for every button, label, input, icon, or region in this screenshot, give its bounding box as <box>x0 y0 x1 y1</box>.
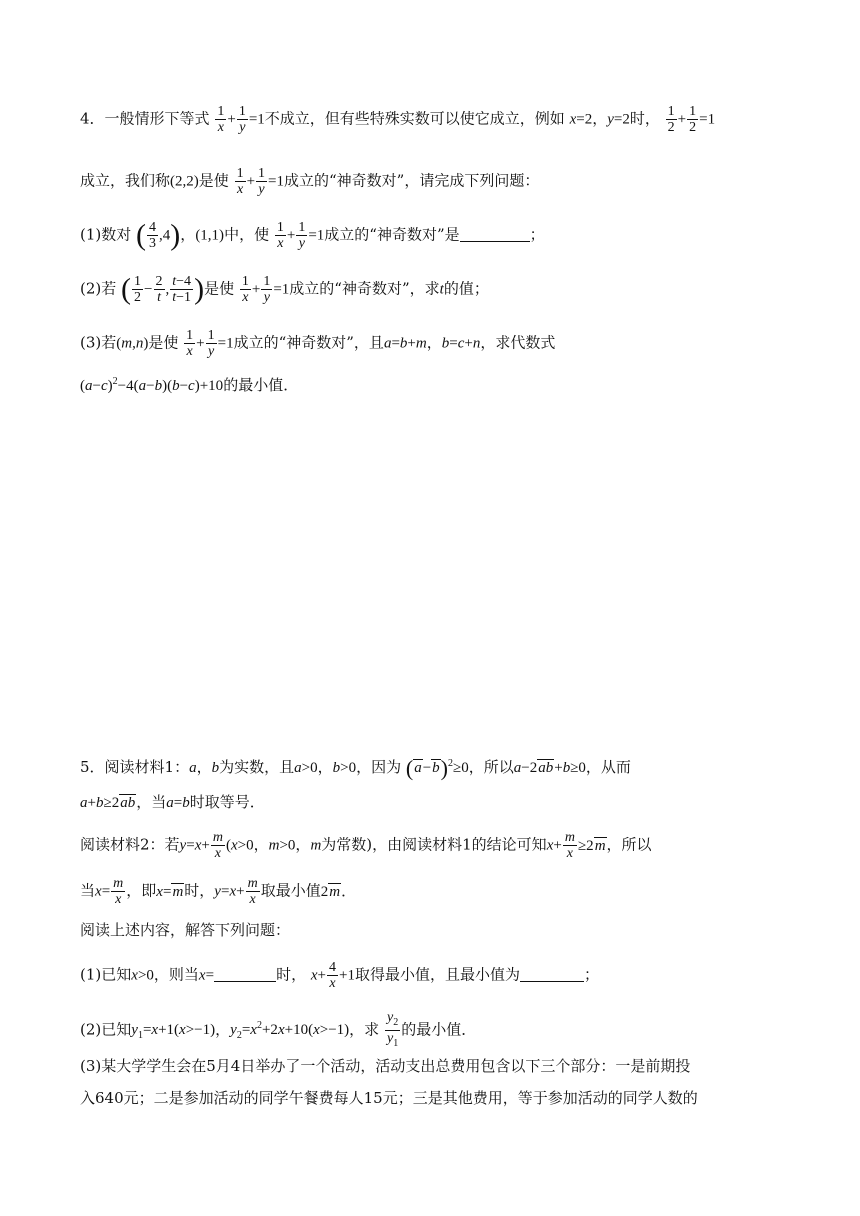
q5-number: 5． <box>80 758 105 776</box>
q4-answer-blank-1[interactable] <box>460 225 530 242</box>
q5-material-2-line-2: 当x= $\frac{m}{x}$ ，即x=m时，y=x+ $\frac{m}{x}$ 取最小值2m． <box>80 876 357 907</box>
q5-part-3-line-2: 入640元；二是参加活动的同学午餐费每人15元；三是其他费用，等于参加活动的同学人数的 <box>80 1089 698 1107</box>
q5-answer-blank-2[interactable] <box>520 965 584 982</box>
q4-intro-line-1: 4．一般情形下等式 $\frac{1}{x}$ + $\frac{1}{y}$ =1不成立，但有些特殊实数可以使它成立，例如 x=2，y=2时， $\frac{1}{2}$ + $\frac{1}{2}$ =1 <box>80 104 716 135</box>
q5-material-1-line-2: a+b≥2ab，当a=b时取等号． <box>80 793 265 811</box>
q4-part-3: (3)若(m,n)是使 $\frac{1}{x}$ + $\frac{1}{y}$ =1成立的“神奇数对”，且a=b+m，b=c+n，求代数式 <box>80 328 556 359</box>
q4-intro-line-2: 成立，我们称(2,2)是使 $\frac{1}{x}$ + $\frac{1}{y}$ =1成立的“神奇数对”，请完成下列问题： <box>80 166 540 197</box>
q5-material-2-line-1: 阅读材料2：若y=x+ $\frac{m}{x}$ (x>0，m>0，m为常数)，由阅读材料1的结论可知x+ $\frac{m}{x}$ ≥2m，所以 <box>80 830 652 861</box>
q4-number: 4． <box>80 109 105 128</box>
q4-part-2: (2)若 ( $\frac{1}{2}$ − $\frac{2}{t}$ , $\frac{t-4}{t-1}$ )是使 $\frac{1}{x}$ + $\frac{1}{y}$ =1成立的“神奇数对”，求t的值； <box>80 272 489 306</box>
q5-read-instruction: 阅读上述内容，解答下列问题： <box>80 921 291 939</box>
q4-part-3-expression: $(a-c)^2-4(a-b)(b-c)+10$的最小值． <box>80 376 299 394</box>
q5-material-1-line-1: 5．阅读材料1：a，b为实数，且a>0，b>0，因为 $(a-b)^2\ge 0$，所以a−2ab+b≥0，从而 <box>80 755 631 781</box>
q5-answer-blank-1[interactable] <box>214 965 276 982</box>
q5-part-3-line-1: (3)某大学学生会在5月4日举办了一个活动，活动支出总费用包含以下三个部分：一是前期投 <box>80 1057 691 1075</box>
q5-part-1: (1)已知x>0，则当x= 时， x+ $\frac{4}{x}$ +1取得最小值，且最小值为 ； <box>80 960 599 991</box>
q4-part-1: (1)数对 ( $\frac{4}{3}$ ,4)，(1,1)中，使 $\frac{1}{x}$ + $\frac{1}{y}$ =1成立的“神奇数对”是 ； <box>80 218 545 252</box>
q5-part-2: (2)已知$y_1=x+1(x>-1)$，$y_2=x^2+2x+10(x>-1)$，求 $\frac{y_2}{y_1}$ 的最小值． <box>80 1010 477 1049</box>
